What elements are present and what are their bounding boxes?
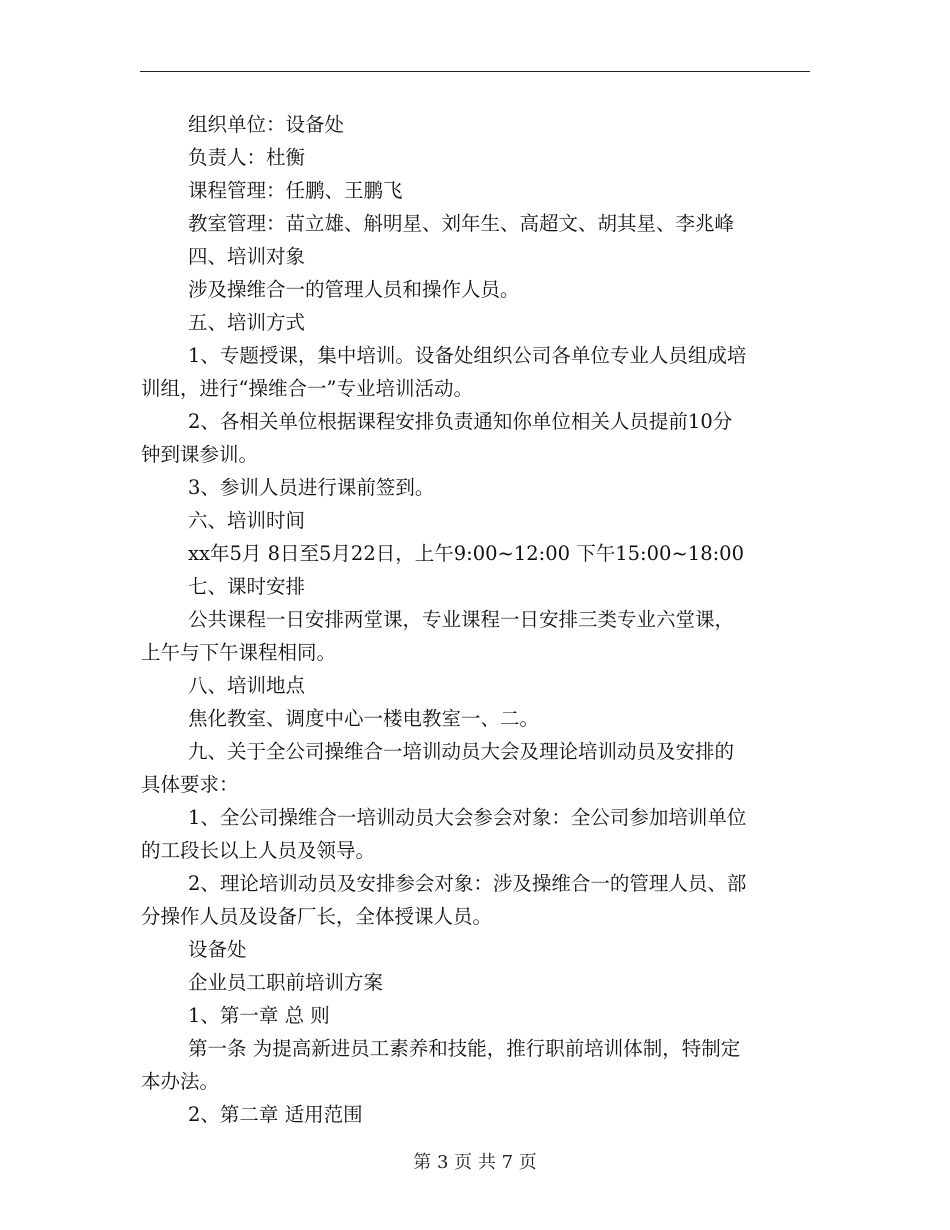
- page-number: 第 3 页 共 7 页: [413, 1152, 537, 1173]
- text-line: 本办法。: [141, 1070, 220, 1093]
- text-line: xx年5月 8日至5月22日，上午9:00~12:00 下午15:00~18:00: [188, 542, 744, 565]
- text-line: 组织单位：设备处: [188, 113, 345, 136]
- text-line: 分操作人员及设备厂长，全体授课人员。: [141, 905, 493, 928]
- text-line: 八、培训地点: [188, 674, 306, 697]
- text-line: 教室管理：苗立雄、斛明星、刘年生、高超文、胡其星、李兆峰: [188, 212, 735, 235]
- text-line: 具体要求：: [141, 773, 239, 796]
- text-line: 的工段长以上人员及领导。: [141, 839, 376, 862]
- text-line: 四、培训对象: [188, 245, 306, 268]
- document-body: [141, 108, 809, 1131]
- text-line: 焦化教室、调度中心一楼电教室一、二。: [188, 707, 540, 730]
- text-line: 五、培训方式: [188, 311, 306, 334]
- text-line: 1、专题授课，集中培训。设备处组织公司各单位专业人员组成培: [188, 344, 747, 367]
- text-line: 负责人：杜衡: [188, 146, 306, 169]
- text-line: 训组，进行“操维合一”专业培训活动。: [141, 377, 473, 400]
- text-line: 第一条 为提高新进员工素养和技能，推行职前培训体制，特制定: [188, 1037, 741, 1060]
- text-line: 上午与下午课程相同。: [141, 641, 337, 664]
- text-line: 3、参训人员进行课前签到。: [188, 476, 435, 499]
- text-line: 课程管理：任鹏、王鹏飞: [188, 179, 403, 202]
- text-line: 九、关于全公司操维合一培训动员大会及理论培训动员及安排的: [188, 740, 735, 763]
- text-line: 企业员工职前培训方案: [188, 971, 384, 994]
- text-line: 六、培训时间: [188, 509, 306, 532]
- text-line: 2、第二章 适用范围: [188, 1103, 363, 1126]
- text-line: 钟到课参训。: [141, 443, 259, 466]
- header-rule: [140, 71, 810, 72]
- text-line: 七、课时安排: [188, 575, 306, 598]
- text-line: 1、全公司操维合一培训动员大会参会对象：全公司参加培训单位: [188, 806, 747, 829]
- text-line: 2、理论培训动员及安排参会对象：涉及操维合一的管理人员、部: [188, 872, 747, 895]
- text-line: 1、第一章 总 则: [188, 1004, 330, 1027]
- text-line: 涉及操维合一的管理人员和操作人员。: [188, 278, 520, 301]
- text-line: 设备处: [188, 938, 247, 961]
- text-line: 2、各相关单位根据课程安排负责通知你单位相关人员提前10分: [188, 410, 733, 433]
- text-line: 公共课程一日安排两堂课，专业课程一日安排三类专业六堂课，: [188, 608, 735, 631]
